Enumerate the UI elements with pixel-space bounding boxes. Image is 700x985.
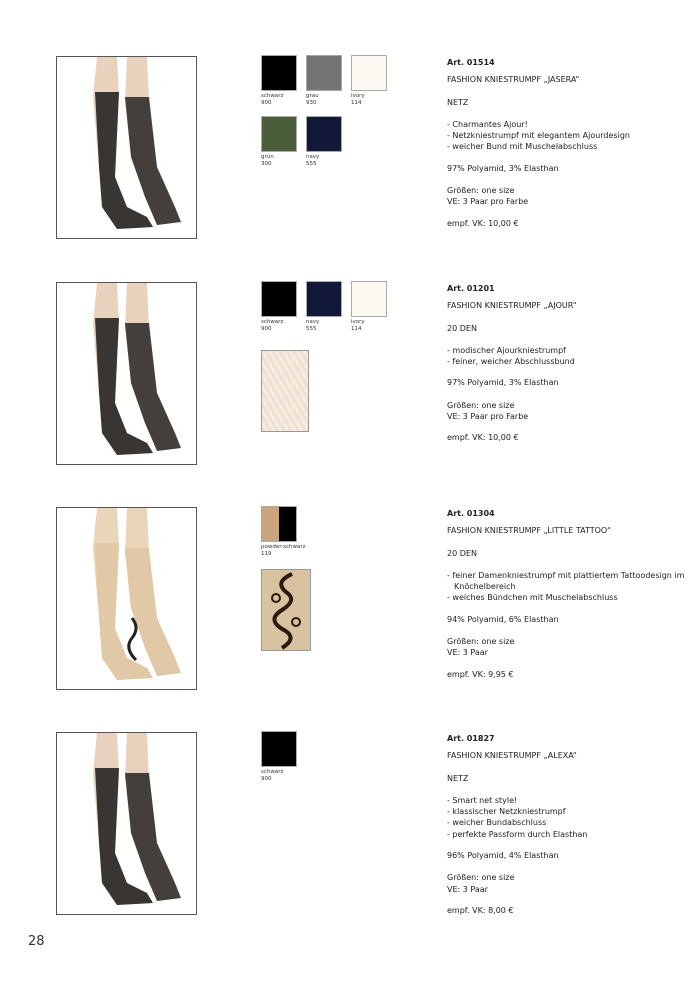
color-swatch bbox=[351, 281, 387, 317]
feature-item: - perfekte Passform durch Elasthan bbox=[447, 829, 588, 839]
swatch-color-name: schwarz bbox=[261, 319, 284, 325]
color-swatch bbox=[261, 281, 297, 317]
product-photo bbox=[56, 732, 197, 915]
swatch-color-code: 900 bbox=[261, 775, 272, 782]
swatch-color-code: 114 bbox=[351, 99, 362, 106]
tattoo-pattern-image bbox=[261, 569, 311, 651]
swatch-color-code: 900 bbox=[261, 99, 272, 106]
recommended-price: empf. VK: 10,00 € bbox=[447, 218, 519, 228]
material-composition: 97% Polyamid, 3% Elasthan bbox=[447, 378, 559, 388]
product-title: FASHION KNIESTRUMPF „AJOUR“ bbox=[447, 301, 577, 311]
product-photo bbox=[56, 282, 197, 465]
color-swatch bbox=[261, 731, 297, 767]
swatch-color-code: 114 bbox=[351, 325, 362, 332]
color-swatch bbox=[261, 506, 297, 542]
size-info: Größen: one size bbox=[447, 186, 515, 196]
feature-list bbox=[447, 795, 687, 840]
size-info: Größen: one size bbox=[447, 400, 515, 410]
swatch-color-name: grau bbox=[306, 93, 319, 99]
article-number: Art. 01514 bbox=[447, 58, 495, 67]
product-title: FASHION KNIESTRUMPF „LITTLE TATTOO“ bbox=[447, 526, 612, 536]
feature-item: - modischer Ajourkniestrumpf bbox=[447, 345, 566, 355]
color-swatch bbox=[306, 116, 342, 152]
swatch-label bbox=[306, 154, 366, 167]
swatch-color-name: ivory bbox=[351, 319, 365, 325]
feature-item: - feiner Damenkniestrumpf mit plattiertem Tattoodesign im Knöchelbereich bbox=[447, 570, 685, 592]
feature-item: - feiner, weicher Abschlussbund bbox=[447, 357, 575, 367]
color-swatch bbox=[261, 55, 297, 91]
article-number: Art. 01304 bbox=[447, 509, 495, 518]
product-section bbox=[0, 507, 700, 707]
product-subtitle: NETZ bbox=[447, 97, 469, 107]
page-number: 28 bbox=[28, 934, 45, 949]
feature-list bbox=[447, 119, 687, 153]
product-title: FASHION KNIESTRUMPF „JASERA“ bbox=[447, 75, 580, 85]
product-subtitle: 20 DEN bbox=[447, 548, 477, 558]
recommended-price: empf. VK: 8,00 € bbox=[447, 905, 514, 915]
product-photo bbox=[56, 507, 197, 690]
color-swatch bbox=[351, 55, 387, 91]
article-number: Art. 01201 bbox=[447, 284, 495, 293]
product-subtitle: NETZ bbox=[447, 773, 469, 783]
product-section bbox=[0, 282, 700, 482]
swatch-label bbox=[261, 544, 321, 557]
swatch-color-code: 555 bbox=[306, 325, 317, 332]
swatch-color-code: 300 bbox=[261, 160, 272, 167]
swatch-color-name: ivory bbox=[351, 93, 365, 99]
swatch-color-code: 930 bbox=[306, 99, 317, 106]
swatch-color-name: schwarz bbox=[261, 769, 284, 775]
size-info: Größen: one size bbox=[447, 637, 515, 647]
article-number: Art. 01827 bbox=[447, 734, 495, 743]
product-photo bbox=[56, 56, 197, 239]
swatch-color-name: navy bbox=[306, 319, 320, 325]
product-subtitle: 20 DEN bbox=[447, 323, 477, 333]
material-composition: 96% Polyamid, 4% Elasthan bbox=[447, 851, 559, 861]
swatch-color-code: 555 bbox=[306, 160, 317, 167]
packaging-unit: VE: 3 Paar bbox=[447, 648, 488, 658]
swatch-color-name: powder-schwarz bbox=[261, 544, 306, 550]
product-info bbox=[447, 56, 687, 229]
feature-item: - weiches Bündchen mit Muschelabschluss bbox=[447, 593, 618, 603]
feature-item: - weicher Bund mit Muschelabschluss bbox=[447, 142, 598, 152]
feature-item: - klassischer Netzkniestrumpf bbox=[447, 807, 566, 817]
ajour-pattern-image bbox=[261, 350, 309, 432]
feature-list bbox=[447, 345, 687, 368]
packaging-unit: VE: 3 Paar bbox=[447, 884, 488, 894]
swatch-label bbox=[351, 319, 411, 332]
size-info: Größen: one size bbox=[447, 873, 515, 883]
recommended-price: empf. VK: 9,95 € bbox=[447, 669, 514, 679]
color-swatch bbox=[261, 116, 297, 152]
product-info bbox=[447, 282, 687, 444]
swatch-color-code: 900 bbox=[261, 325, 272, 332]
feature-item: - weicher Bundabschluss bbox=[447, 818, 547, 828]
swatch-color-name: grün bbox=[261, 154, 274, 160]
recommended-price: empf. VK: 10,00 € bbox=[447, 433, 519, 443]
product-info bbox=[447, 507, 687, 680]
feature-item: - Charmantes Ajour! bbox=[447, 119, 528, 129]
product-section bbox=[0, 732, 700, 932]
product-title: FASHION KNIESTRUMPF „ALEXA“ bbox=[447, 751, 577, 761]
product-section bbox=[0, 56, 700, 256]
feature-item: - Smart net style! bbox=[447, 795, 518, 805]
material-composition: 94% Polyamid, 6% Elasthan bbox=[447, 614, 559, 624]
color-swatch bbox=[306, 55, 342, 91]
swatch-color-name: navy bbox=[306, 154, 320, 160]
color-swatch bbox=[306, 281, 342, 317]
material-composition: 97% Polyamid, 3% Elasthan bbox=[447, 163, 559, 173]
swatch-label bbox=[261, 769, 321, 782]
product-info bbox=[447, 732, 687, 916]
swatch-color-name: schwarz bbox=[261, 93, 284, 99]
packaging-unit: VE: 3 Paar pro Farbe bbox=[447, 412, 529, 422]
swatch-label bbox=[351, 93, 411, 106]
swatch-color-code: 119 bbox=[261, 550, 272, 557]
feature-list bbox=[447, 570, 687, 604]
feature-item: - Netzkniestrumpf mit elegantem Ajourdesign bbox=[447, 131, 630, 141]
packaging-unit: VE: 3 Paar pro Farbe bbox=[447, 197, 529, 207]
